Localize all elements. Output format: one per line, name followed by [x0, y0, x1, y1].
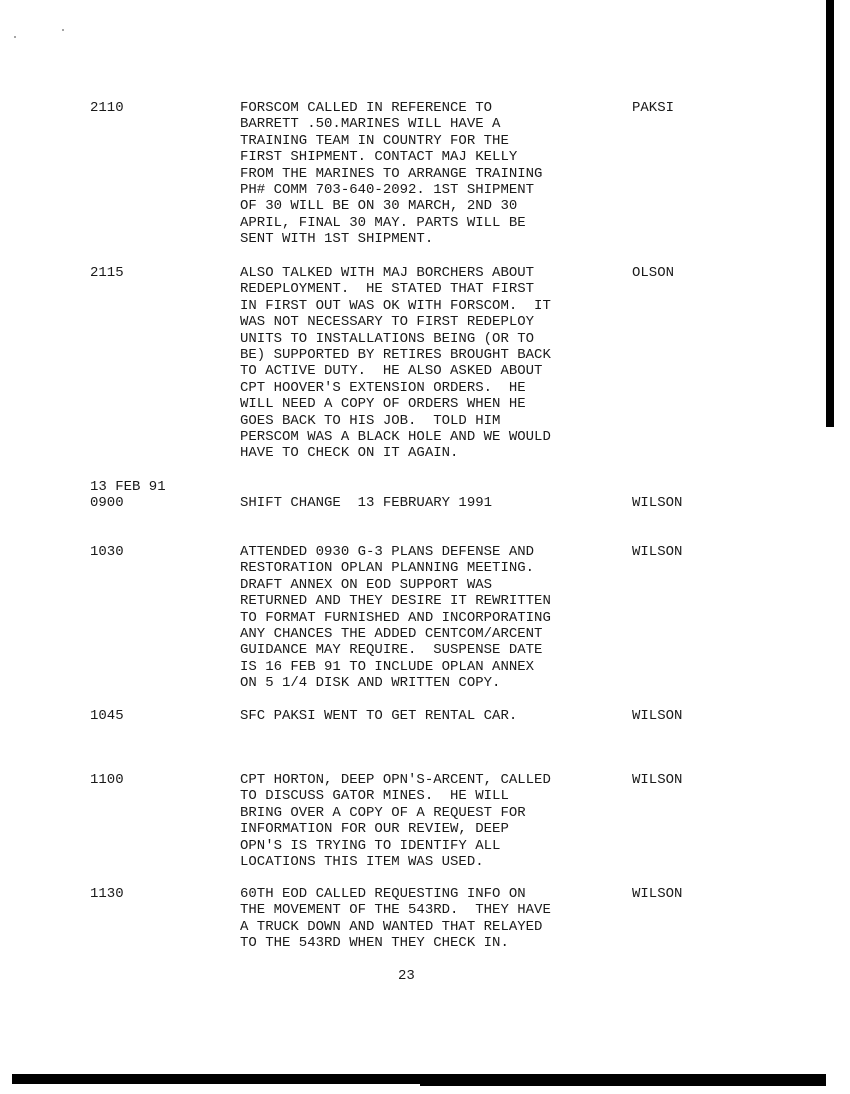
scan-speck [62, 29, 64, 31]
entry-name: WILSON [632, 886, 683, 902]
entry-name: WILSON [632, 708, 683, 724]
page-number: 23 [398, 968, 415, 984]
entry-time: 1045 [90, 708, 124, 724]
scan-bottom-bar-edge [420, 1083, 826, 1086]
entry-time: 1030 [90, 544, 124, 560]
entry-text: CPT HORTON, DEEP OPN'S-ARCENT, CALLED TO DISCUSS GATOR MINES. HE WILL BRING OVER A COPY OF A REQUEST FOR INFORMATION FOR OUR REVIEW, DEEP OPN'S IS TRYING TO IDENTIFY ALL LOCATIONS THIS ITEM WAS USED. [240, 772, 551, 871]
entry-text: ALSO TALKED WITH MAJ BORCHERS ABOUT REDEPLOYMENT. HE STATED THAT FIRST IN FIRST OUT WAS OK WITH FORSCOM. IT WAS NOT NECESSARY TO FIRST REDEPLOY UNITS TO INSTALLATIONS BEING (OR TO BE) SUPPORTED BY RETIRES BROUGHT BACK TO ACTIVE DUTY. HE ALSO ASKED ABOUT CPT HOOVER'S EXTENSION ORDERS. HE WILL NEED A COPY OF ORDERS WHEN HE GOES BACK TO HIS JOB. TOLD HIM PERSCOM WAS A BLACK HOLE AND WE WOULD HAVE TO CHECK ON IT AGAIN. [240, 265, 551, 462]
entry-time: 13 FEB 91 0900 [90, 479, 166, 512]
scan-edge-bar [826, 0, 834, 427]
entry-time: 2110 [90, 100, 124, 116]
entry-text: SHIFT CHANGE 13 FEBRUARY 1991 [240, 495, 493, 512]
entry-text: SFC PAKSI WENT TO GET RENTAL CAR. [240, 708, 518, 724]
entry-name: WILSON [632, 544, 683, 560]
entry-time: 1100 [90, 772, 124, 788]
entry-text: FORSCOM CALLED IN REFERENCE TO BARRETT .50.MARINES WILL HAVE A TRAINING TEAM IN COUNTRY FOR THE FIRST SHIPMENT. CONTACT MAJ KELLY FROM THE MARINES TO ARRANGE TRAINING PH# COMM 703-640-2092. 1ST SHIPMENT OF 30 WILL BE ON 30 MARCH, 2ND 30 APRIL, FINAL 30 MAY. PARTS WILL BE SENT WITH 1ST SHIPMENT. [240, 100, 543, 248]
entry-text: 60TH EOD CALLED REQUESTING INFO ON THE MOVEMENT OF THE 543RD. THEY HAVE A TRUCK DOWN AND WANTED THAT RELAYED TO THE 543RD WHEN THEY CHECK IN. [240, 886, 551, 952]
entry-time: 2115 [90, 265, 124, 281]
entry-name: WILSON [632, 495, 683, 512]
entry-name: OLSON [632, 265, 675, 281]
scan-speck [14, 36, 16, 38]
entry-time: 1130 [90, 886, 124, 902]
entry-text: ATTENDED 0930 G-3 PLANS DEFENSE AND RESTORATION OPLAN PLANNING MEETING. DRAFT ANNEX ON EOD SUPPORT WAS RETURNED AND THEY DESIRE IT REWRITTEN TO FORMAT FURNISHED AND INCORPORATING ANY CHANCES THE ADDED CENTCOM/ARCENT GUIDANCE MAY REQUIRE. SUSPENSE DATE IS 16 FEB 91 TO INCLUDE OPLAN ANNEX ON 5 1/4 DISK AND WRITTEN COPY. [240, 544, 551, 692]
entry-name: PAKSI [632, 100, 675, 116]
entry-name: WILSON [632, 772, 683, 788]
